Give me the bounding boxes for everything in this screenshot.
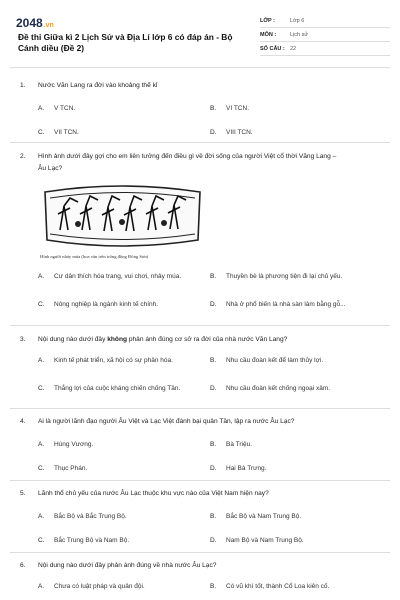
drum-pattern-figure	[40, 178, 215, 259]
option-b[interactable]: B. Bà Triệu.	[210, 441, 253, 448]
site-logo[interactable]: 2048.vn	[16, 16, 54, 30]
question-5: 5. Lãnh thổ chủ yếu của nước Âu Lạc thuộc khu vực nào của Việt Nam hiện nay? A. Bắc Bộ và Bắc Trung Bộ. B. Bắc Bộ và Nam Trung Bộ. C. Bắc Trung Bộ và Nam Bộ. D. Nam Bộ và Nam Trung Bộ.	[20, 488, 385, 550]
page-title: Đề thi Giữa kì 2 Lịch Sử và Địa Lí lớp 6 có đáp án - Bộ Cánh diều (Đề 2)	[18, 32, 233, 53]
divider	[10, 325, 390, 326]
option-c[interactable]: C. Thục Phán.	[38, 465, 88, 472]
option-d[interactable]: D. VIII TCN.	[210, 129, 253, 136]
option-a[interactable]: A. Cư dân thích hóa trang, vui chơi, nhảy múa.	[38, 273, 182, 280]
option-c[interactable]: C. VII TCN.	[38, 129, 79, 136]
emphasis-word: không	[107, 336, 128, 343]
dong-son-drum-image	[40, 178, 205, 252]
option-a[interactable]: A. Hùng Vương.	[38, 441, 94, 448]
question-6: 6. Nội dung nào dưới đây phản ánh đúng về nhà nước Âu Lạc? A. Chưa có luật pháp và quân đội. B. Có vũ khí tốt, thành Cổ Loa kiên cố.	[20, 560, 385, 596]
option-d[interactable]: D. Nhu cầu đoàn kết chống ngoại xâm.	[210, 385, 331, 392]
divider	[10, 142, 390, 143]
option-c[interactable]: C. Nông nghiệp là ngành kinh tế chính.	[38, 301, 159, 308]
option-d[interactable]: D. Nam Bộ và Nam Trung Bộ.	[210, 537, 304, 544]
meta-panel	[260, 14, 390, 56]
document-header	[10, 12, 390, 60]
option-a[interactable]: A. Kinh tế phát triển, xã hội có sự phân hóa.	[38, 357, 173, 364]
option-b[interactable]: B. Có vũ khí tốt, thành Cổ Loa kiên cố.	[210, 583, 330, 590]
divider	[10, 408, 390, 409]
option-a[interactable]: A. Chưa có luật pháp và quân đội.	[38, 583, 145, 590]
option-b[interactable]: B. Bắc Bộ và Nam Trung Bộ.	[210, 513, 302, 520]
option-d[interactable]: D. Hai Bà Trưng.	[210, 465, 267, 472]
question-2: 2. Hình ảnh dưới đây gợi cho em liên tưởng đến điều gì về đời sống của người Việt cổ thời Văng Lang – Âu Lạc?	[20, 153, 337, 172]
option-c[interactable]: C. Thắng lợi của cuộc kháng chiến chống Tần.	[38, 385, 181, 392]
question-4: 4. Ai là người lãnh đạo người Âu Việt và Lạc Việt đánh bại quân Tần, lập ra nước Âu Lạc? A. Hùng Vương. B. Bà Triệu. C. Thục Phán. D. Hai Bà Trưng.	[20, 416, 385, 478]
option-b[interactable]: B. VI TCN.	[210, 105, 249, 112]
question-3: 3. Nội dung nào dưới đây không phản ánh đúng cơ sở ra đời của nhà nước Văn Lang? A. Kinh tế phát triển, xã hội có sự phân hóa. B. Nhu cầu đoàn kết để làm thủy lợi. C. Thắng lợi của cuộc kháng chiến chống Tần. D. Nhu cầu đoàn kết chống ngoại xâm.	[20, 334, 385, 402]
figure-caption: Hình người nhảy múa (hoa văn trên trống đồng Đông Sơn)	[40, 254, 149, 259]
question-2-options	[20, 262, 385, 312]
divider	[10, 552, 390, 553]
divider	[10, 67, 390, 68]
meta-subject: MÔN : Lịch sử	[260, 28, 390, 42]
option-c[interactable]: C. Bắc Trung Bộ và Nam Bộ.	[38, 537, 130, 544]
option-b[interactable]: B. Thuyền bè là phương tiện đi lại chủ yếu.	[210, 273, 343, 280]
meta-class: LỚP : Lớp 6	[260, 14, 390, 28]
divider	[10, 480, 390, 481]
option-b[interactable]: B. Nhu cầu đoàn kết để làm thủy lợi.	[210, 357, 324, 364]
option-a[interactable]: A. V TCN.	[38, 105, 76, 112]
option-d[interactable]: D. Nhà ở phổ biến là nhà sàn làm bằng gỗ...	[210, 301, 346, 308]
meta-count: SỐ CÂU : 22	[260, 42, 390, 56]
question-1: 1. Nước Văn Lang ra đời vào khoảng thế kỉ A. V TCN. B. VI TCN. C. VII TCN. D. VIII TCN.	[20, 80, 385, 142]
option-a[interactable]: A. Bắc Bộ và Bắc Trung Bộ.	[38, 513, 127, 520]
